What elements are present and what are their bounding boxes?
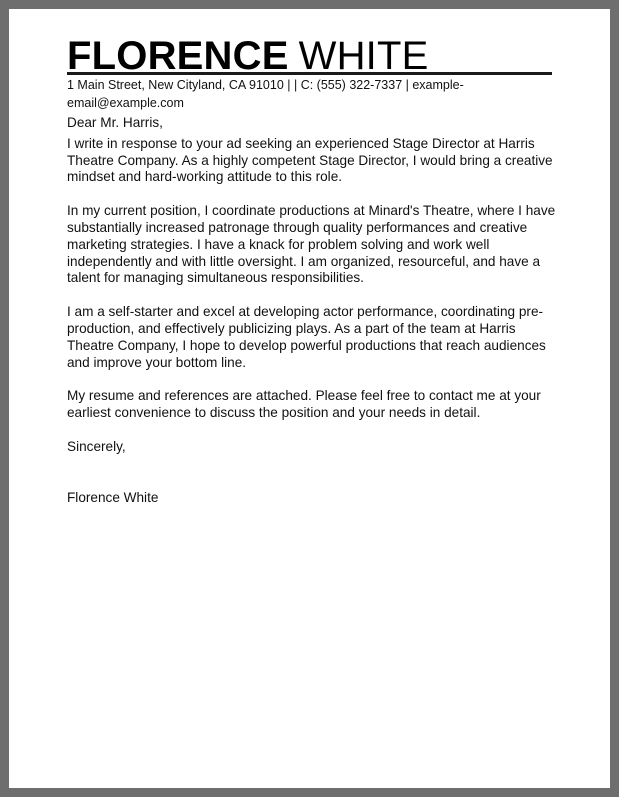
signature-name: Florence White xyxy=(67,489,159,505)
first-name: FLORENCE xyxy=(67,34,289,78)
paragraph-4: My resume and references are attached. Please feel free to contact me at your earliest convenience to discuss the position and your needs in detail. xyxy=(67,388,541,421)
paragraph-1: I write in response to your ad seeking an experienced Stage Director at Harris Theatre Company. As a highly competent Stage Director, I would bring a creative mindset and hard-working attitude to this role. xyxy=(67,135,553,185)
paragraph-3: I am a self-starter and excel at developing actor performance, coordinating pre-production, and effectively publicizing plays. As a part of the team at Harris Theatre Company, I hope to develop powerful productions that reach audiences and improve your bottom line. xyxy=(67,304,546,370)
closing: Sincerely, xyxy=(67,438,126,454)
letter-page xyxy=(9,9,610,788)
header-divider xyxy=(67,72,552,75)
contact-line: 1 Main Street, New Cityland, CA 91010 | | C: (555) 322-7337 | example-email@example.com xyxy=(67,78,464,110)
letter-body xyxy=(67,115,557,507)
paragraph-2: In my current position, I coordinate productions at Minard's Theatre, where I have substantially increased patronage through quality performances and creative marketing strategies. I have a knack for problem solving and work well independently and with little oversight. I am organized, resourceful, and have a talent for managing simultaneous responsibilities. xyxy=(67,203,556,286)
salutation: Dear Mr. Harris, xyxy=(67,115,163,130)
last-name: WHITE xyxy=(298,34,429,78)
